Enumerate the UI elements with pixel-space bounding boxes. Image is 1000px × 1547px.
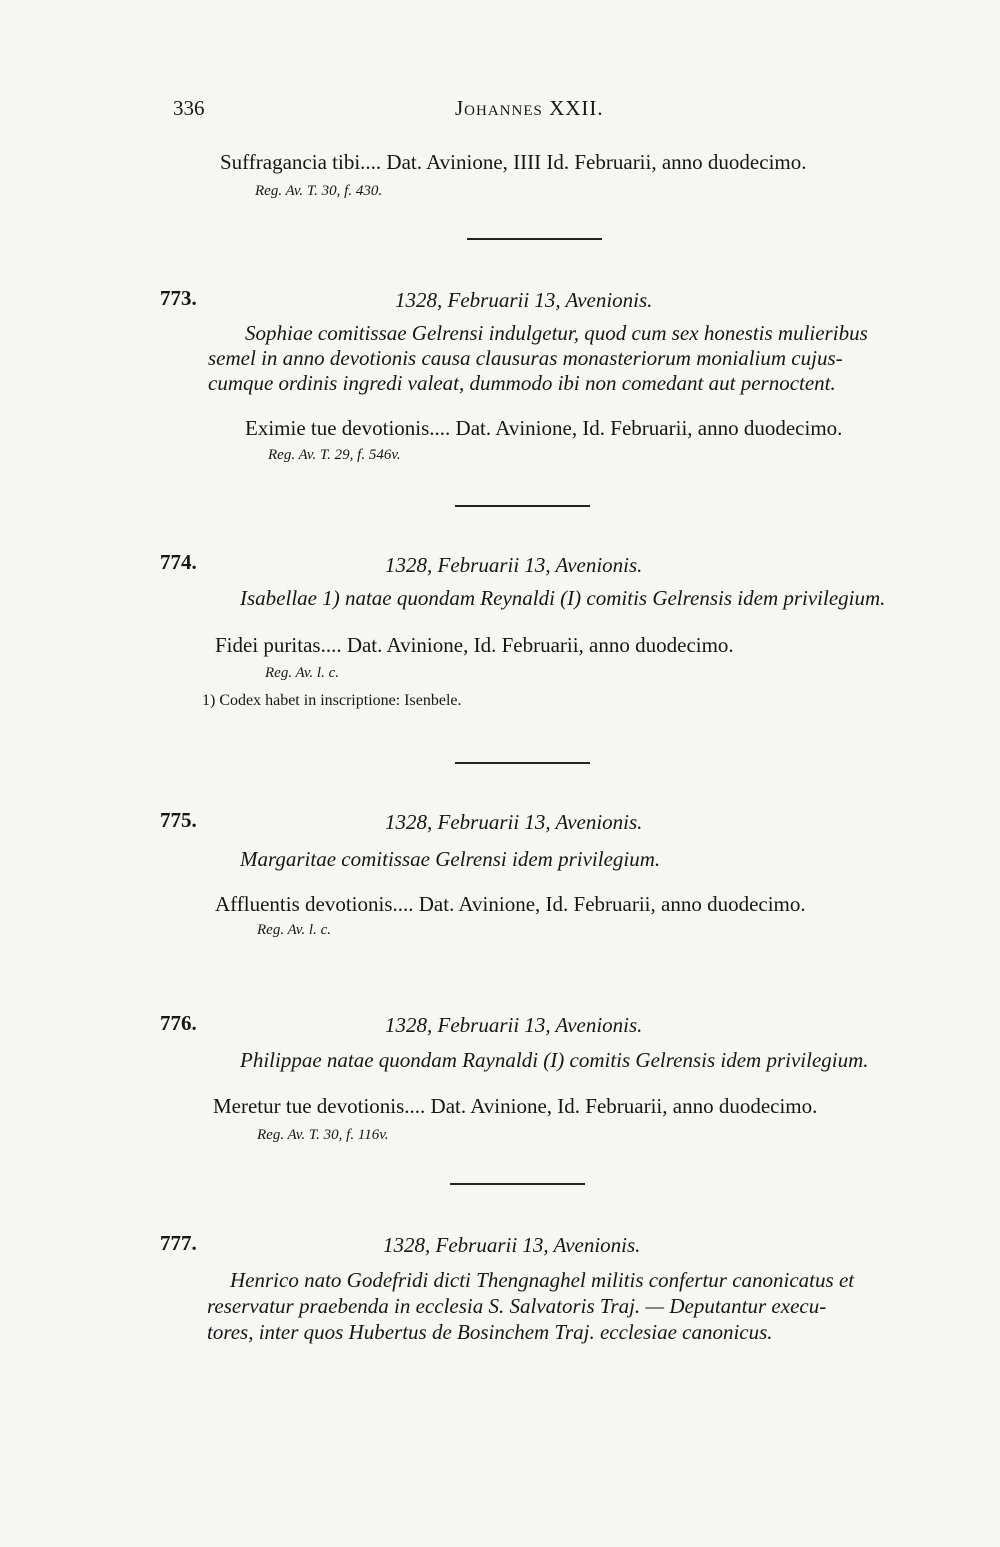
entry-number: 777. <box>160 1231 197 1255</box>
separator-rule <box>467 238 602 240</box>
entry-summary-line: tores, inter quos Hubertus de Bosinchem Traj. ecclesiae canonicus. <box>207 1320 773 1344</box>
entry-summary-line: reservatur praebenda in ecclesia S. Salvatoris Traj. — Deputantur execu- <box>207 1294 827 1318</box>
entry-summary-line: Margaritae comitissae Gelrensi idem privilegium. <box>240 847 661 871</box>
page-number: 336 <box>173 96 205 120</box>
separator-rule <box>455 762 590 764</box>
entry-incipit: Fidei puritas.... Dat. Avinione, Id. Februarii, anno duodecimo. <box>215 633 734 657</box>
entry-ref: Reg. Av. T. 29, f. 546v. <box>268 447 401 463</box>
entry-number: 773. <box>160 286 197 310</box>
entry-incipit: Affluentis devotionis.... Dat. Avinione, Id. Februarii, anno duodecimo. <box>215 892 806 916</box>
entry-date: 1328, Februarii 13, Avenionis. <box>383 1233 641 1257</box>
entry-summary-line: Philippae natae quondam Raynaldi (I) comitis Gelrensis idem privilegium. <box>240 1048 869 1072</box>
entry-number: 776. <box>160 1011 197 1035</box>
entry-date: 1328, Februarii 13, Avenionis. <box>395 288 653 312</box>
separator-rule <box>450 1183 585 1185</box>
entry-number: 775. <box>160 808 197 832</box>
entry-number: 774. <box>160 550 197 574</box>
continuation-text: Suffragancia tibi.... Dat. Avinione, IIII Id. Februarii, anno duodecimo. <box>220 150 807 174</box>
entry-incipit: Eximie tue devotionis.... Dat. Avinione, Id. Februarii, anno duodecimo. <box>245 416 843 440</box>
entry-ref: Reg. Av. l. c. <box>265 665 340 681</box>
entry-date: 1328, Februarii 13, Avenionis. <box>385 553 643 577</box>
entry-ref: Reg. Av. l. c. <box>257 922 332 938</box>
entry-summary-line: Isabellae 1) natae quondam Reynaldi (I) comitis Gelrensis idem privilegium. <box>240 586 886 610</box>
entry-summary-line: Henrico nato Godefridi dicti Thengnaghel militis confertur canonicatus et <box>230 1268 855 1292</box>
entry-summary-line: cumque ordinis ingredi valeat, dummodo ibi non comedant aut pernoctent. <box>208 371 836 395</box>
entry-summary-line: Sophiae comitissae Gelrensi indulgetur, quod cum sex honestis mulieribus <box>245 321 868 345</box>
entry-ref: Reg. Av. T. 30, f. 116v. <box>257 1127 389 1143</box>
separator-rule <box>455 505 590 507</box>
continuation-ref: Reg. Av. T. 30, f. 430. <box>255 183 383 199</box>
running-title: Johannes XXII. <box>455 96 604 120</box>
footnote: 1) Codex habet in inscriptione: Isenbele. <box>202 692 462 709</box>
entry-date: 1328, Februarii 13, Avenionis. <box>385 810 643 834</box>
entry-incipit: Meretur tue devotionis.... Dat. Avinione, Id. Februarii, anno duodecimo. <box>213 1094 818 1118</box>
entry-summary-line: semel in anno devotionis causa clausuras monasteriorum monialium cujus- <box>208 346 843 370</box>
entry-date: 1328, Februarii 13, Avenionis. <box>385 1013 643 1037</box>
